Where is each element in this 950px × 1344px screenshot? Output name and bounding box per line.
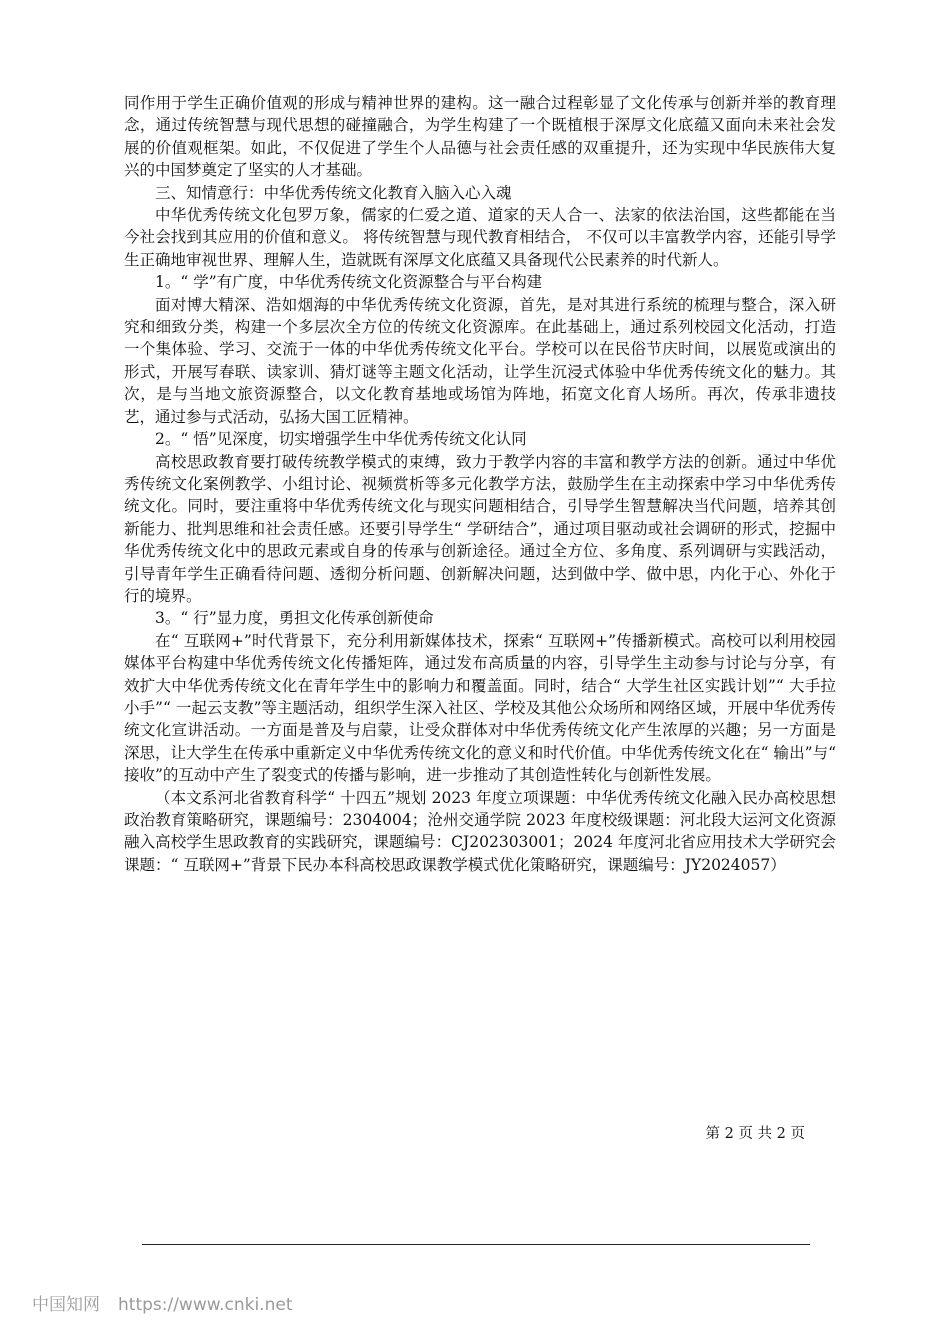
paragraph-sub3: 在“ 互联网+”时代背景下，充分利用新媒体技术，探索“ 互联网+”传播新模式。高校可以利用校园媒体平台构建中华优秀传统文化传播矩阵，通过发布高质量的内容，引导学生主动参与讨论与分享，有效扩大中华优秀传统文化在青年学生中的影响力和覆盖面。同时，结合“ 大学生社区实践计划”“ 大手拉小手”“ 一起云支教”等主题活动，组织学生深入社区、学校及其他公众场所和网络区域，开展中华优秀传统文化宣讲活动。一方面是普及与启蒙，让受众群体对中华优秀传统文化产生浓厚的兴趣；另一方面是深思，让大学生在传承中重新定义中华优秀传统文化的意义和时代价值。中华优秀传统文化在“ 输出”与“ 接收”的互动中产生了裂变式的传播与影响，进一步推动了其创造性转化与创新性发展。	[124, 631, 836, 785]
article-body	[124, 92, 836, 876]
paragraph-sub2: 高校思政教育要打破传统教学模式的束缚，致力于教学内容的丰富和教学方法的创新。通过中华优秀传统文化案例教学、小组讨论、视频赏析等多元化教学方法，鼓励学生在主动探索中学习中华优秀传统文化。同时，要注重将中华优秀传统文化与现实问题相结合，引导学生智慧解决当代问题，培养其创新能力、批判思维和社会责任感。还要引导学生“ 学研结合”，通过项目驱动或社会调研的形式，挖掘中华优秀传统文化中的思政元素或自身的传承与创新途径。通过全方位、多角度、系列调研与实践活动，引导青年学生正确看待问题、透彻分析问题、创新解决问题，达到做中学、做中思，内化于心、外化于行的境界。	[124, 452, 836, 605]
watermark-site-name: 中国知网	[32, 1295, 100, 1315]
paragraph-continuation: 同作用于学生正确价值观的形成与精神世界的建构。这一融合过程彰显了文化传承与创新并举的教育理念，通过传统智慧与现代思想的碰撞融合，为学生构建了一个既植根于深厚文化底蕴又面向未来社会发展的价值观框架。如此，不仅促进了学生个人品德与社会责任感的双重提升，还为实现中华民族伟大复兴的中国梦奠定了坚实的人才基础。	[124, 94, 836, 180]
page-number: 第 2 页 共 2 页	[705, 1126, 805, 1142]
funding-note: （本文系河北省教育科学“ 十四五”规划 2023 年度立项课题：中华优秀传统文化融入民办高校思想政治教育策略研究，课题编号：2304004；沧州交通学院 2023 年度校级课题：河北段大运河文化资源融入高校学生思政教育的实践研究，课题编号：CJ202303001；2024 年度河北省应用技术大学研究会课题：“ 互联网+”背景下民办本科高校思政课教学模式优化策略研究，课题编号：JY2024057）	[124, 788, 836, 874]
paragraph-sub1: 面对博大精深、浩如烟海的中华优秀传统文化资源，首先，是对其进行系统的梳理与整合，深入研究和细致分类，构建一个多层次全方位的传统文化资源库。在此基础上，通过系列校园文化活动，打造一个集体验、学习、交流于一体的中华优秀传统文化平台。学校可以在民俗节庆时间，以展览或演出的形式，开展写春联、读家训、猜灯谜等主题文化活动，让学生沉浸式体验中华优秀传统文化的魅力。其次，是与当地文旅资源整合，以文化教育基地或场馆为阵地，拓宽文化育人场所。再次，传承非遗技艺，通过参与式活动，弘扬大国工匠精神。	[124, 295, 836, 426]
subheading-2: 2。“ 悟”见深度，切实增强学生中华优秀传统文化认同	[155, 430, 527, 449]
footer-divider	[142, 1244, 810, 1245]
paragraph-section3-intro: 中华优秀传统文化包罗万象，儒家的仁爱之道、道家的天人合一、法家的依法治国，这些都能在当今社会找到其应用的价值和意义。 将传统智慧与现代教育相结合， 不仅可以丰富教学内容，还能引导学生正确地审视世界、理解人生，造就既有深厚文化底蕴又具备现代公民素养的时代新人。	[124, 206, 836, 269]
cnki-watermark	[32, 1293, 292, 1317]
subheading-1: 1。“ 学”有广度，中华优秀传统文化资源整合与平台构建	[155, 273, 543, 292]
watermark-url: https://www.cnki.net	[118, 1295, 293, 1315]
subheading-3: 3。“ 行”显力度，勇担文化传承创新使命	[155, 609, 434, 628]
section-heading-3: 三、知情意行：中华优秀传统文化教育入脑入心入魂	[155, 183, 512, 202]
